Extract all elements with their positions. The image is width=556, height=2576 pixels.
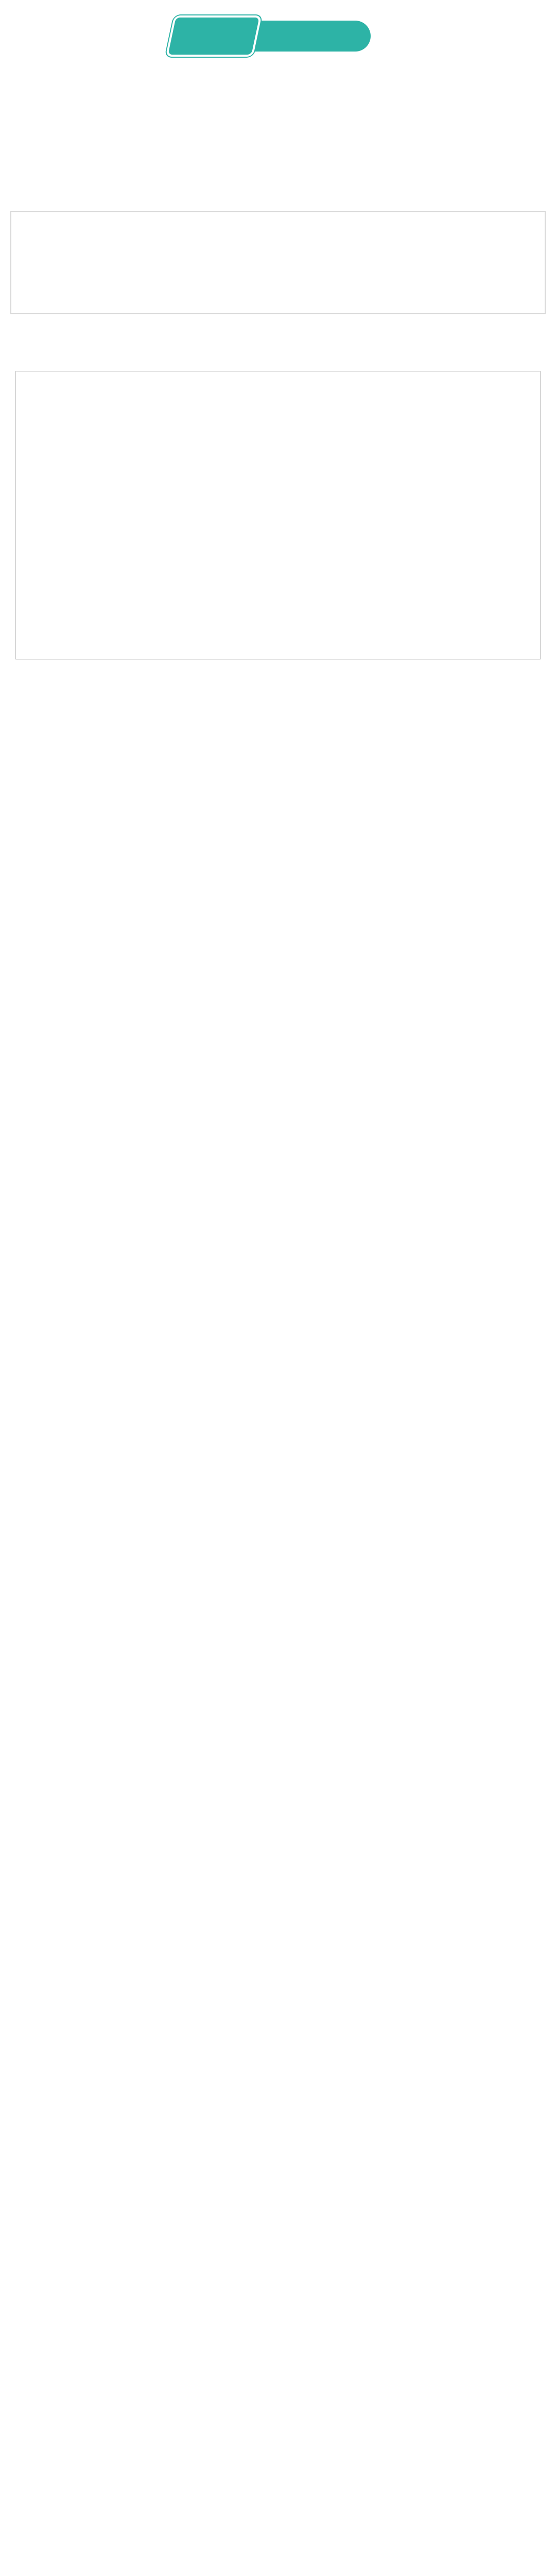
preview-main xyxy=(15,371,541,659)
preview-main-title xyxy=(16,371,540,392)
file-catalog xyxy=(10,211,546,314)
preview-main-header xyxy=(16,392,540,411)
page-header xyxy=(0,0,556,62)
header-number xyxy=(178,21,255,52)
header-title xyxy=(268,21,360,52)
